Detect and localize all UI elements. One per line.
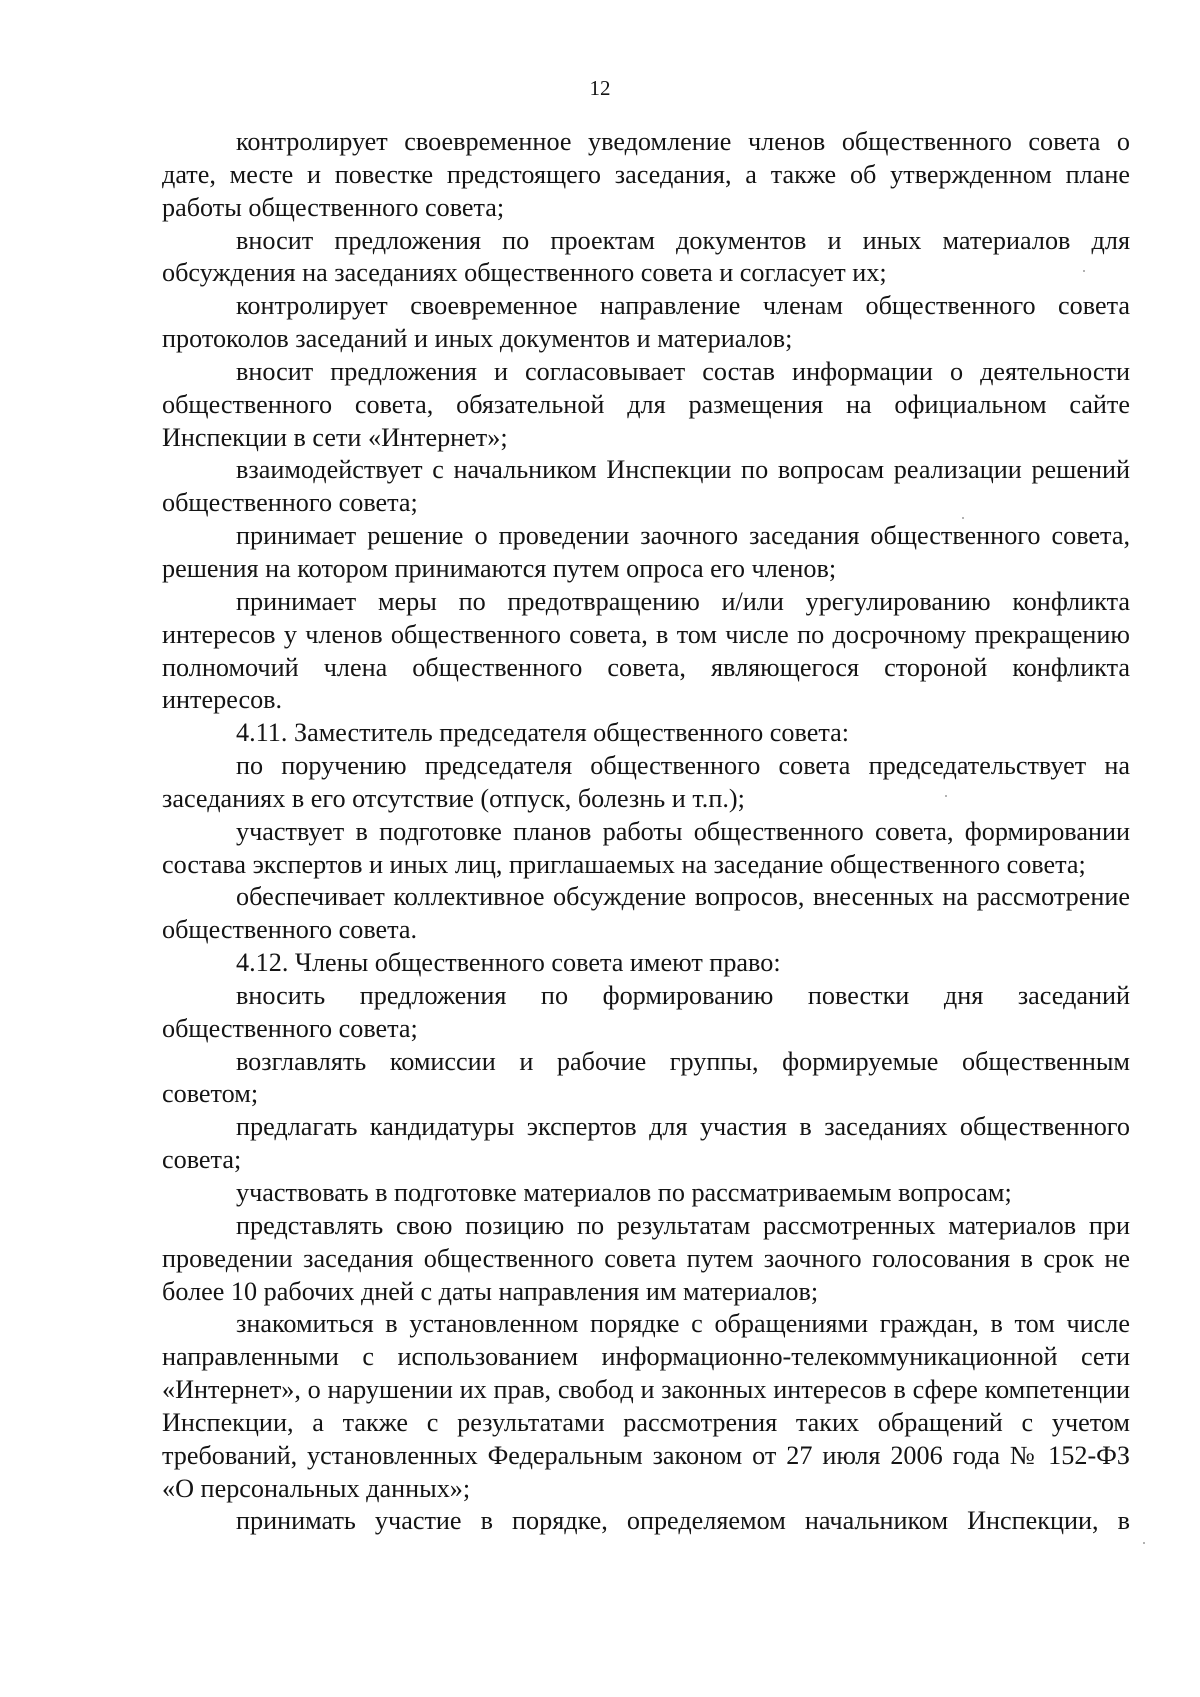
paragraph: предлагать кандидатуры экспертов для участия в заседаниях общественного совета; [162, 1112, 1130, 1175]
paragraph: принимает меры по предотвращению и/или урегулированию конфликта интересов у членов общественного совета, в том числе по досрочному прекращению полномочий члена общественного совета, являющегося стороной конфликта интересов. [162, 586, 1130, 715]
section-heading: 4.12. Члены общественного совета имеют право: [236, 948, 781, 978]
paragraph: знакомиться в установленном порядке с обращениями граждан, в том числе направленными с использованием информационно-телекоммуникационной сети «Интернет», о нарушении их прав, свобод и законных интересов в сфере компетенции Инспекции, а также с результатами рассмотрения таких обращений с учетом требований, установленных Федеральным законом от 27 июля 2006 года № 152-ФЗ «О персональных данных»; [162, 1309, 1130, 1503]
document-body [162, 126, 1130, 1538]
paragraph: принимает решение о проведении заочного заседания общественного совета, решения на котором принимаются путем опроса его членов; [162, 521, 1130, 583]
scan-speck [962, 517, 964, 519]
paragraph: участвует в подготовке планов работы общественного совета, формировании состава экспертов и иных лиц, приглашаемых на заседание общественного совета; [162, 816, 1130, 879]
page-number: 12 [589, 76, 611, 100]
paragraph-continued: принимать участие в порядке, определяемом начальником Инспекции, в [236, 1506, 1130, 1536]
section-heading: 4.11. Заместитель председателя общественного совета: [236, 718, 850, 748]
scan-speck [1083, 270, 1085, 272]
scan-speck [1143, 1542, 1145, 1544]
paragraph: по поручению председателя общественного совета председательствует на заседаниях в его отсутствие (отпуск, болезнь и т.п.); [162, 751, 1130, 813]
scan-speck [945, 795, 947, 797]
paragraph: контролирует своевременное уведомление членов общественного совета о дате, месте и повестке предстоящего заседания, а также об утвержденном плане работы общественного совета; [162, 127, 1130, 222]
paragraph: контролирует своевременное направление членам общественного совета протоколов заседаний и иных документов и материалов; [162, 291, 1130, 354]
paragraph: взаимодействует с начальником Инспекции по вопросам реализации решений общественного совета; [162, 455, 1130, 518]
paragraph: возглавлять комиссии и рабочие группы, формируемые общественным советом; [162, 1046, 1130, 1109]
paragraph: участвовать в подготовке материалов по рассматриваемым вопросам; [236, 1178, 1012, 1207]
paragraph: представлять свою позицию по результатам рассмотренных материалов при проведении заседания общественного совета путем заочного голосования в срок не более 10 рабочих дней с даты направления им материалов; [162, 1210, 1130, 1306]
paragraph: обеспечивает коллективное обсуждение вопросов, внесенных на рассмотрение общественного совета. [162, 882, 1130, 945]
paragraph: вносить предложения по формированию повестки дня заседаний общественного совета; [162, 980, 1130, 1043]
paragraph: вносит предложения по проектам документов и иных материалов для обсуждения на заседаниях общественного совета и согласует их; [162, 225, 1130, 288]
paragraph: вносит предложения и согласовывает состав информации о деятельности общественного совета, обязательной для размещения на официальном сайте Инспекции в сети «Интернет»; [162, 356, 1130, 452]
